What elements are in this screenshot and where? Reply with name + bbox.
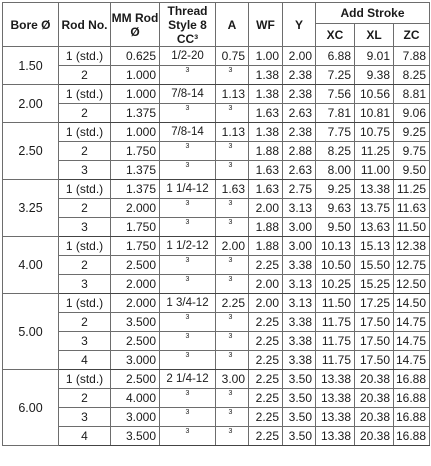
cell-thread	[160, 66, 216, 85]
cell-mm-rod: 2.500	[111, 332, 160, 351]
cell-xl: 11.25	[355, 142, 394, 161]
cell-xl: 10.75	[355, 123, 394, 142]
cell-xl: 17.50	[355, 313, 394, 332]
cell-a	[216, 66, 249, 85]
cell-rod-no: 2	[59, 104, 111, 123]
header-bore: Bore Ø	[3, 3, 59, 47]
cell-mm-rod: 1.750	[111, 142, 160, 161]
cell-y: 3.13	[283, 199, 316, 218]
cell-mm-rod: 1.750	[111, 218, 160, 237]
footnote-ref: 3	[228, 428, 233, 435]
footnote-ref: 3	[185, 219, 190, 226]
cell-wf: 2.00	[249, 294, 283, 313]
table-body	[3, 47, 430, 446]
header-thread-line3: CC³	[176, 31, 199, 46]
cell-mm-rod: 3.000	[111, 408, 160, 427]
footnote-ref: 3	[185, 409, 190, 416]
footnote-ref: 3	[228, 67, 233, 74]
cell-y: 2.88	[283, 142, 316, 161]
cell-a	[216, 275, 249, 294]
cell-wf: 1.63	[249, 161, 283, 180]
cell-zc: 14.75	[394, 351, 430, 370]
footnote-ref: 3	[228, 409, 233, 416]
cell-rod-no: 3	[59, 408, 111, 427]
cell-thread	[160, 142, 216, 161]
cell-y: 3.50	[283, 427, 316, 446]
cell-wf: 1.38	[249, 85, 283, 104]
cell-wf: 1.00	[249, 47, 283, 66]
cell-thread	[160, 332, 216, 351]
cell-xc: 6.88	[316, 47, 355, 66]
cell-rod-no: 1 (std.)	[59, 180, 111, 199]
cell-thread	[160, 218, 216, 237]
cell-bore: 5.00	[3, 294, 59, 370]
cell-xl: 20.38	[355, 408, 394, 427]
cell-thread: 7/8-14	[160, 85, 216, 104]
cell-xl: 17.25	[355, 294, 394, 313]
cell-y: 2.38	[283, 66, 316, 85]
cell-thread	[160, 275, 216, 294]
cell-y: 2.63	[283, 104, 316, 123]
cell-a	[216, 142, 249, 161]
cell-thread	[160, 256, 216, 275]
cell-wf: 1.88	[249, 237, 283, 256]
cell-zc: 12.50	[394, 275, 430, 294]
footnote-ref: 3	[185, 352, 190, 359]
cell-xc: 10.25	[316, 275, 355, 294]
footnote-ref: 3	[228, 162, 233, 169]
cell-zc: 16.88	[394, 389, 430, 408]
cell-xc: 13.38	[316, 427, 355, 446]
cell-xl: 17.50	[355, 351, 394, 370]
cell-a: 1.13	[216, 85, 249, 104]
cell-xc: 10.13	[316, 237, 355, 256]
cell-xc: 9.50	[316, 218, 355, 237]
footnote-ref: 3	[185, 105, 190, 112]
cell-bore: 4.00	[3, 237, 59, 294]
table-row	[3, 237, 430, 256]
cell-zc: 7.88	[394, 47, 430, 66]
table-row	[3, 85, 430, 104]
cell-rod-no: 1 (std.)	[59, 370, 111, 389]
cell-xc: 7.81	[316, 104, 355, 123]
cell-thread	[160, 351, 216, 370]
cell-wf: 1.38	[249, 66, 283, 85]
cell-xl: 13.38	[355, 180, 394, 199]
cell-bore: 2.50	[3, 123, 59, 180]
cell-xc: 8.00	[316, 161, 355, 180]
header-thread-line2: Style 8	[168, 17, 207, 32]
cell-y: 3.50	[283, 370, 316, 389]
table-row	[3, 351, 430, 370]
header-rod-no: Rod No.	[59, 3, 111, 47]
cell-mm-rod: 1.375	[111, 161, 160, 180]
cell-mm-rod: 0.625	[111, 47, 160, 66]
cell-wf: 2.25	[249, 256, 283, 275]
cell-wf: 2.25	[249, 370, 283, 389]
header-zc: ZC	[394, 24, 430, 47]
header-thread	[160, 3, 216, 47]
cell-rod-no: 1 (std.)	[59, 123, 111, 142]
cell-rod-no: 2	[59, 66, 111, 85]
cell-y: 3.38	[283, 256, 316, 275]
cell-zc: 8.81	[394, 85, 430, 104]
header-y: Y	[283, 3, 316, 47]
cell-zc: 12.38	[394, 237, 430, 256]
cell-xl: 10.56	[355, 85, 394, 104]
cell-wf: 1.63	[249, 104, 283, 123]
cell-thread	[160, 104, 216, 123]
cell-xl: 9.01	[355, 47, 394, 66]
cell-zc: 16.88	[394, 427, 430, 446]
cell-rod-no: 1 (std.)	[59, 237, 111, 256]
cell-a	[216, 313, 249, 332]
cell-rod-no: 3	[59, 332, 111, 351]
cell-thread	[160, 427, 216, 446]
cell-wf: 1.63	[249, 180, 283, 199]
cell-wf: 2.25	[249, 332, 283, 351]
cell-wf: 2.25	[249, 351, 283, 370]
cell-rod-no: 4	[59, 427, 111, 446]
cell-wf: 1.88	[249, 218, 283, 237]
cell-a	[216, 256, 249, 275]
cell-y: 3.50	[283, 389, 316, 408]
table-row	[3, 47, 430, 66]
cylinder-dimension-table	[2, 2, 430, 446]
cell-y: 2.75	[283, 180, 316, 199]
cell-mm-rod: 3.000	[111, 351, 160, 370]
cell-xl: 20.38	[355, 427, 394, 446]
cell-zc: 11.63	[394, 199, 430, 218]
cell-zc: 9.25	[394, 123, 430, 142]
cell-thread: 7/8-14	[160, 123, 216, 142]
cell-a: 1.13	[216, 123, 249, 142]
cell-y: 2.00	[283, 47, 316, 66]
cell-mm-rod: 3.500	[111, 313, 160, 332]
cell-zc: 9.06	[394, 104, 430, 123]
table-row	[3, 332, 430, 351]
cell-bore: 6.00	[3, 370, 59, 446]
footnote-ref: 3	[185, 314, 190, 321]
cell-wf: 2.25	[249, 408, 283, 427]
cell-wf: 2.25	[249, 389, 283, 408]
header-xl: XL	[355, 24, 394, 47]
cell-xl: 15.13	[355, 237, 394, 256]
footnote-ref: 3	[185, 200, 190, 207]
cell-xl: 13.75	[355, 199, 394, 218]
table-row	[3, 256, 430, 275]
header-add-stroke: Add Stroke	[316, 3, 430, 24]
footnote-ref: 3	[185, 390, 190, 397]
cell-rod-no: 2	[59, 389, 111, 408]
cell-zc: 12.75	[394, 256, 430, 275]
table-row	[3, 66, 430, 85]
cell-bore: 3.25	[3, 180, 59, 237]
cell-a	[216, 351, 249, 370]
footnote-ref: 3	[228, 105, 233, 112]
cell-zc: 8.25	[394, 66, 430, 85]
cell-xc: 7.75	[316, 123, 355, 142]
table-row	[3, 389, 430, 408]
cell-a: 0.75	[216, 47, 249, 66]
cell-mm-rod: 2.000	[111, 294, 160, 313]
cell-mm-rod: 1.000	[111, 85, 160, 104]
cell-xl: 15.50	[355, 256, 394, 275]
cell-xl: 17.50	[355, 332, 394, 351]
table-row	[3, 218, 430, 237]
footnote-ref: 3	[185, 162, 190, 169]
cell-mm-rod: 4.000	[111, 389, 160, 408]
table-row	[3, 161, 430, 180]
cell-xl: 20.38	[355, 370, 394, 389]
cell-xl: 10.81	[355, 104, 394, 123]
cell-xl: 15.25	[355, 275, 394, 294]
cell-thread	[160, 313, 216, 332]
table-row	[3, 104, 430, 123]
cell-mm-rod: 2.500	[111, 256, 160, 275]
footnote-ref: 3	[185, 257, 190, 264]
cell-thread: 1/2-20	[160, 47, 216, 66]
cell-xc: 13.38	[316, 408, 355, 427]
cell-rod-no: 1 (std.)	[59, 294, 111, 313]
cell-a	[216, 104, 249, 123]
table-row	[3, 142, 430, 161]
cell-a: 2.00	[216, 237, 249, 256]
cell-xc: 9.63	[316, 199, 355, 218]
cell-rod-no: 2	[59, 142, 111, 161]
header-xc: XC	[316, 24, 355, 47]
cell-a	[216, 408, 249, 427]
footnote-ref: 3	[228, 219, 233, 226]
cell-xc: 8.25	[316, 142, 355, 161]
cell-a	[216, 427, 249, 446]
cell-mm-rod: 2.000	[111, 199, 160, 218]
cell-y: 3.13	[283, 294, 316, 313]
cell-zc: 14.50	[394, 294, 430, 313]
cell-a	[216, 218, 249, 237]
cell-mm-rod: 1.375	[111, 104, 160, 123]
table-row	[3, 199, 430, 218]
cell-mm-rod: 1.750	[111, 237, 160, 256]
cell-y: 3.13	[283, 275, 316, 294]
cell-a	[216, 332, 249, 351]
cell-rod-no: 3	[59, 218, 111, 237]
cell-zc: 9.75	[394, 142, 430, 161]
cell-y: 2.63	[283, 161, 316, 180]
cell-zc: 14.75	[394, 332, 430, 351]
cell-zc: 11.50	[394, 218, 430, 237]
cell-xc: 11.75	[316, 313, 355, 332]
cell-wf: 2.00	[249, 275, 283, 294]
cell-a: 2.25	[216, 294, 249, 313]
footnote-ref: 3	[228, 333, 233, 340]
cell-y: 3.38	[283, 313, 316, 332]
cell-y: 2.38	[283, 123, 316, 142]
cell-rod-no: 3	[59, 161, 111, 180]
cell-rod-no: 4	[59, 351, 111, 370]
cell-y: 3.50	[283, 408, 316, 427]
cell-a	[216, 389, 249, 408]
header-thread-line1: Thread	[167, 3, 208, 18]
footnote-ref: 3	[185, 143, 190, 150]
header-mm-rod: MM Rod Ø	[111, 3, 160, 47]
cell-rod-no: 1 (std.)	[59, 85, 111, 104]
cell-thread	[160, 199, 216, 218]
cell-wf: 1.88	[249, 142, 283, 161]
cell-xl: 13.63	[355, 218, 394, 237]
footnote-ref: 3	[185, 67, 190, 74]
cell-xc: 13.38	[316, 370, 355, 389]
cell-y: 3.00	[283, 218, 316, 237]
cell-xc: 7.25	[316, 66, 355, 85]
cell-thread: 2 1/4-12	[160, 370, 216, 389]
cell-zc: 14.75	[394, 313, 430, 332]
cell-mm-rod: 2.500	[111, 370, 160, 389]
cell-y: 3.38	[283, 351, 316, 370]
header-a: A	[216, 3, 249, 47]
cell-a: 3.00	[216, 370, 249, 389]
cell-rod-no: 2	[59, 199, 111, 218]
footnote-ref: 3	[228, 390, 233, 397]
cell-bore: 1.50	[3, 47, 59, 85]
footnote-ref: 3	[185, 333, 190, 340]
cell-thread	[160, 408, 216, 427]
cell-wf: 1.38	[249, 123, 283, 142]
footnote-ref: 3	[185, 428, 190, 435]
cell-xc: 11.75	[316, 332, 355, 351]
cell-mm-rod: 1.000	[111, 66, 160, 85]
cell-mm-rod: 2.000	[111, 275, 160, 294]
table-row	[3, 427, 430, 446]
cell-xc: 9.25	[316, 180, 355, 199]
cell-thread: 1 1/4-12	[160, 180, 216, 199]
footnote-ref: 3	[228, 276, 233, 283]
table-row	[3, 180, 430, 199]
cell-thread: 1 1/2-12	[160, 237, 216, 256]
cell-rod-no: 2	[59, 313, 111, 332]
table-row	[3, 275, 430, 294]
cell-y: 3.00	[283, 237, 316, 256]
cell-thread: 1 3/4-12	[160, 294, 216, 313]
footnote-ref: 3	[185, 276, 190, 283]
table-row	[3, 313, 430, 332]
cell-xc: 10.50	[316, 256, 355, 275]
cell-rod-no: 2	[59, 256, 111, 275]
cell-xc: 7.56	[316, 85, 355, 104]
cell-rod-no: 1 (std.)	[59, 47, 111, 66]
footnote-ref: 3	[228, 200, 233, 207]
cell-zc: 9.50	[394, 161, 430, 180]
cell-rod-no: 3	[59, 275, 111, 294]
cell-thread	[160, 389, 216, 408]
cell-zc: 16.88	[394, 408, 430, 427]
footnote-ref: 3	[228, 352, 233, 359]
cell-a	[216, 161, 249, 180]
cell-xl: 11.00	[355, 161, 394, 180]
footnote-ref: 3	[228, 314, 233, 321]
cell-y: 2.38	[283, 85, 316, 104]
cell-zc: 11.25	[394, 180, 430, 199]
footnote-ref: 3	[228, 143, 233, 150]
cell-mm-rod: 1.000	[111, 123, 160, 142]
cell-a: 1.63	[216, 180, 249, 199]
table-row	[3, 408, 430, 427]
cell-xc: 13.38	[316, 389, 355, 408]
cell-mm-rod: 1.375	[111, 180, 160, 199]
cell-thread	[160, 161, 216, 180]
cell-xc: 11.75	[316, 351, 355, 370]
table-row	[3, 370, 430, 389]
cell-a	[216, 199, 249, 218]
cell-y: 3.38	[283, 332, 316, 351]
cell-bore: 2.00	[3, 85, 59, 123]
cell-xc: 11.50	[316, 294, 355, 313]
cell-xl: 20.38	[355, 389, 394, 408]
cell-wf: 2.00	[249, 199, 283, 218]
footnote-ref: 3	[228, 257, 233, 264]
cell-mm-rod: 3.500	[111, 427, 160, 446]
table-row	[3, 294, 430, 313]
cell-wf: 2.25	[249, 427, 283, 446]
header-wf: WF	[249, 3, 283, 47]
cell-wf: 2.25	[249, 313, 283, 332]
cell-xl: 9.38	[355, 66, 394, 85]
cell-zc: 16.88	[394, 370, 430, 389]
table-row	[3, 123, 430, 142]
